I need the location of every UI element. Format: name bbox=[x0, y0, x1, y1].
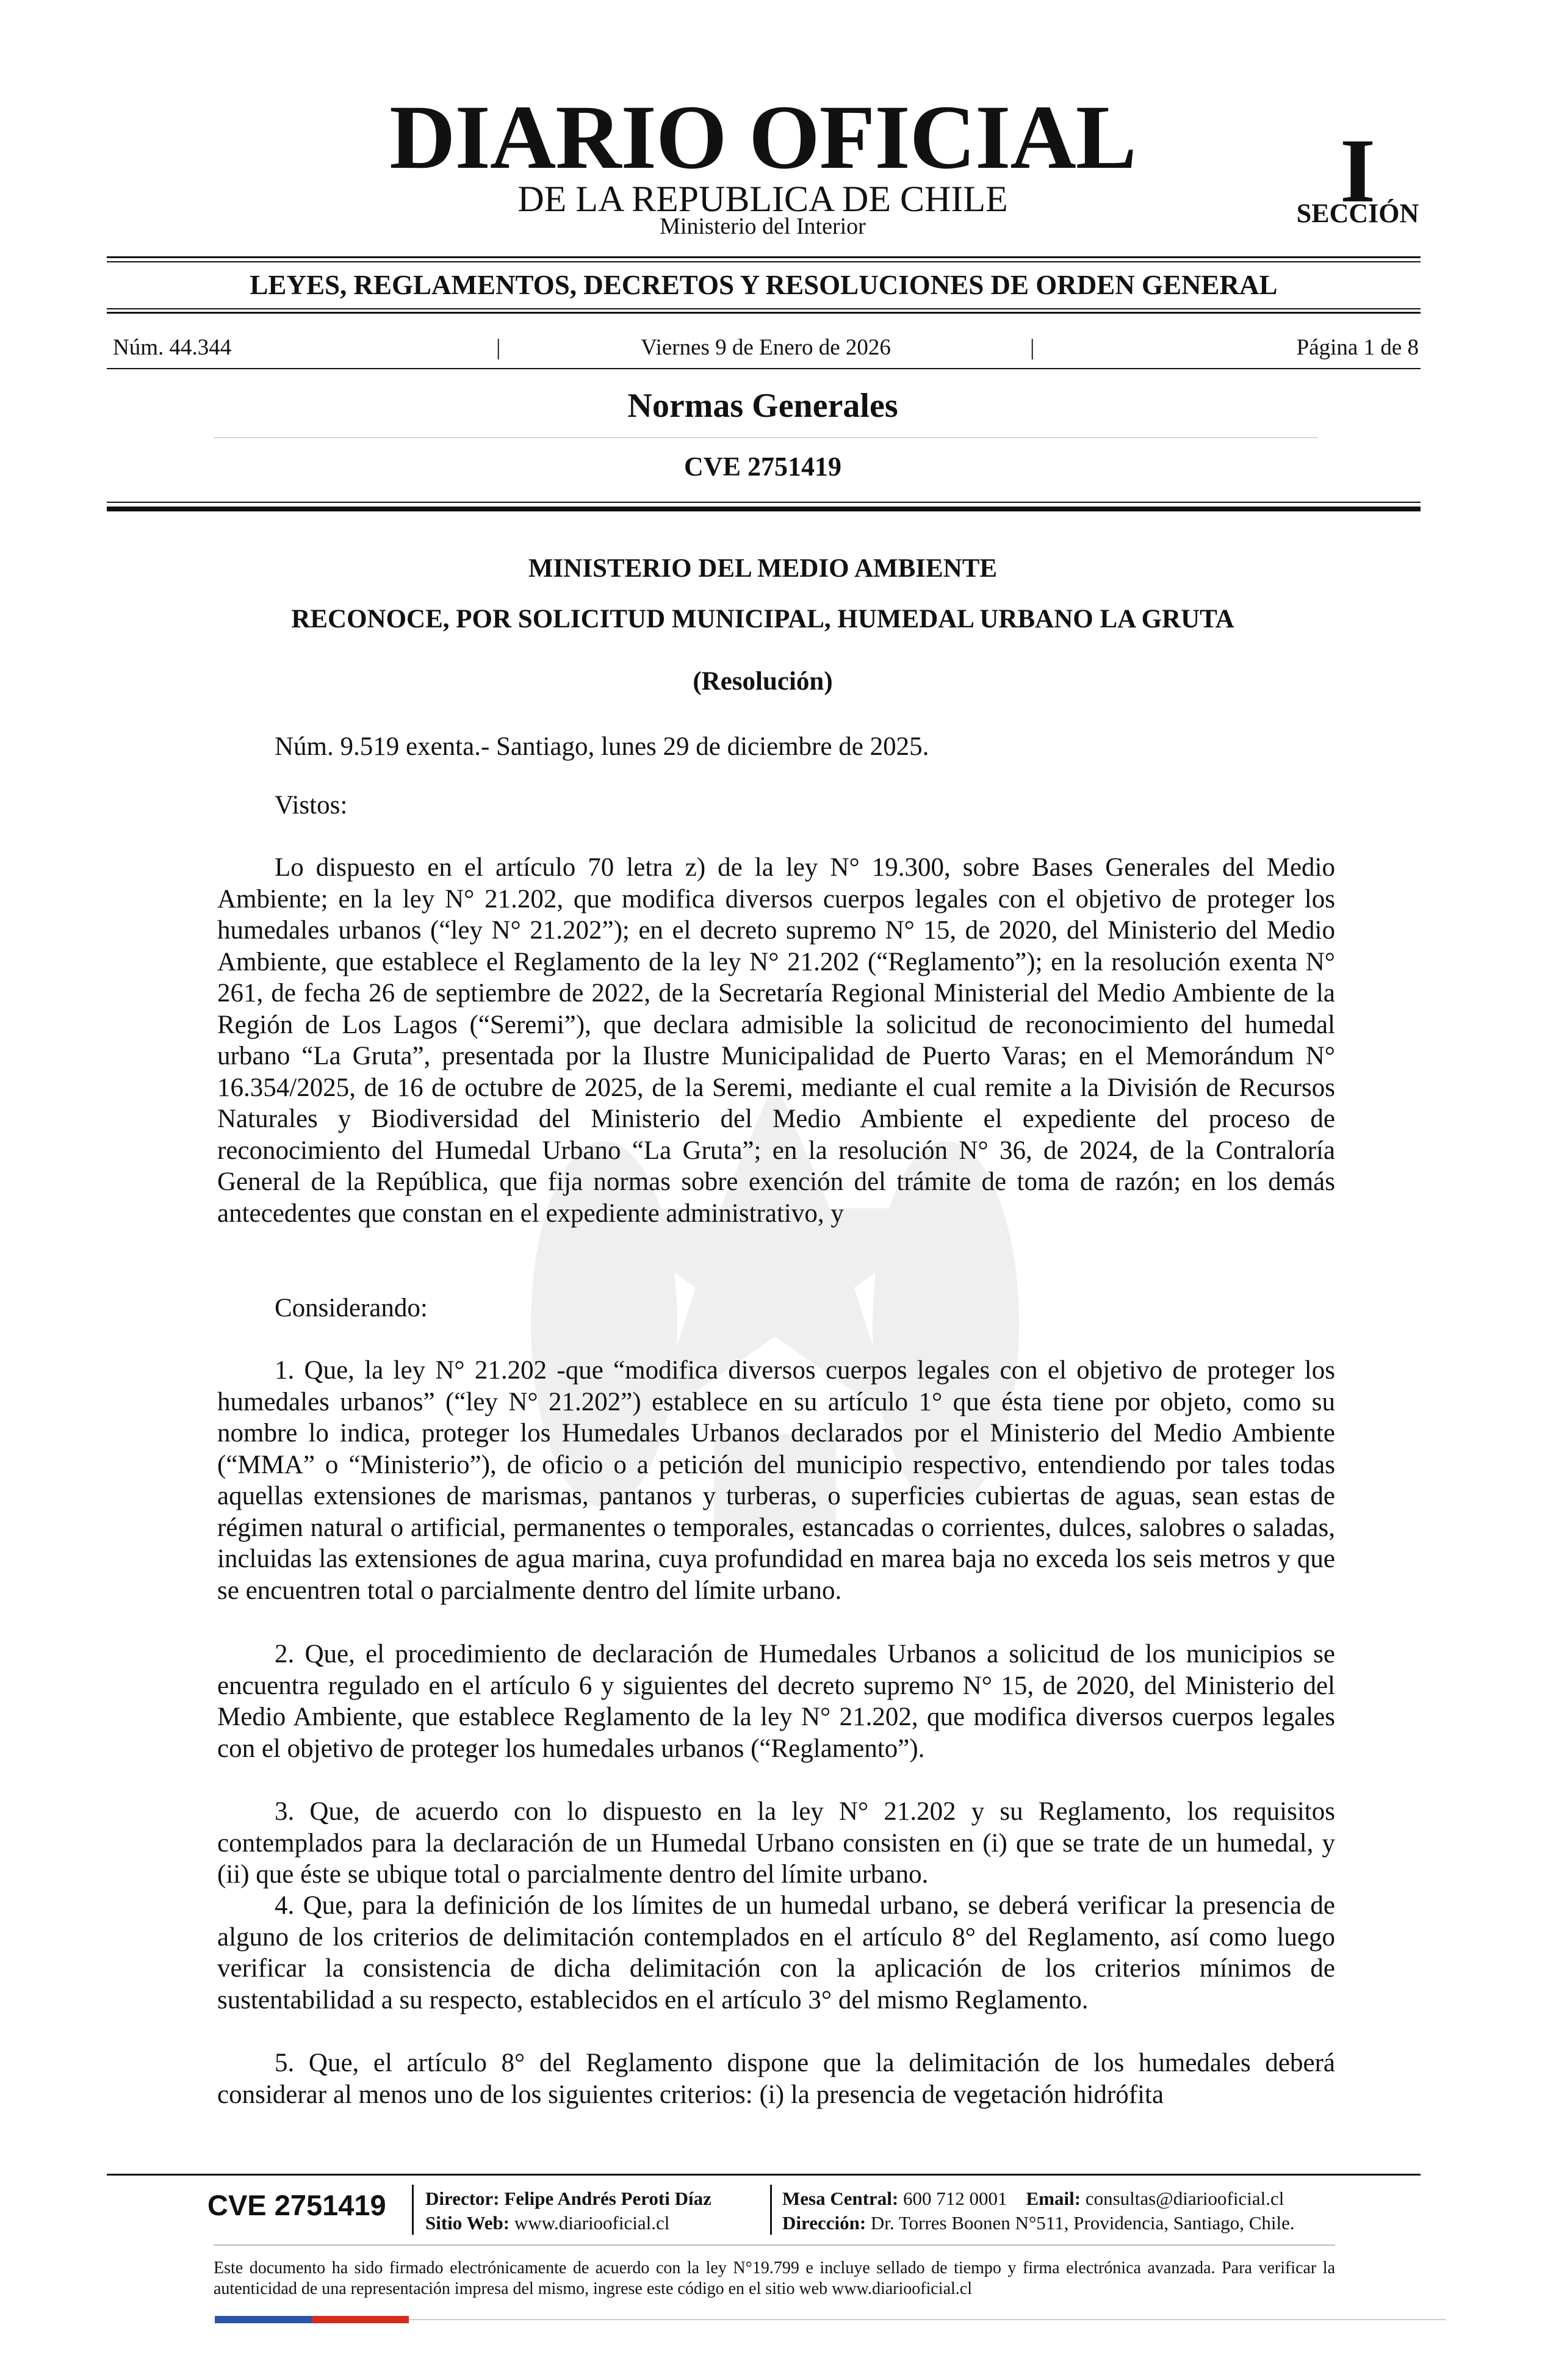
issue-separator: | bbox=[1030, 335, 1035, 360]
footer-separator bbox=[770, 2185, 772, 2235]
considerando-3: 3. Que, de acuerdo con lo dispuesto en la ley N° 21.202 y su Reglamento, los requisitos contemplados para la declaración de un Humedal Urbano consisten en (i) que se trate de un humedal, y (ii) que éste se ubique total o parcialmente dentro del límite urbano. bbox=[217, 1797, 1335, 1889]
section-title: Normas Generales bbox=[627, 387, 898, 425]
considerando-4: 4. Que, para la definición de los límites de un humedal urbano, se deberá verificar la presencia de alguno de los criterios de delimitación contemplados en el artículo 8° del Reglamento, así como luego verificar la consistencia de dicha delimitación con la aplicación de los criterios mínimos de sustentabilidad a su respecto, establecidos en el artículo 3° del mismo Reglamento. bbox=[217, 1891, 1335, 2014]
issue-number: Núm. 44.344 bbox=[113, 335, 232, 360]
cve-rule-thick bbox=[107, 507, 1421, 511]
considerando-1: 1. Que, la ley N° 21.202 -que “modifica diversos cuerpos legales con el objetivo de proteger los humedales urbanos” (“ley N° 21.202”) establece en su artículo 1° que ésta tiene por objeto, como su nombre lo indica, proteger los Humedales Urbanos declarados por el Ministerio del Medio Ambiente (“MMA” o “Ministerio”), de oficio o a petición del municipio respectivo, entendiendo por tales todas aquellas extensiones de marismas, pantanos y turberas, o superficies cubiertas de aguas, sean estas de régimen natural o artificial, permanentes o temporales, estancadas o corrientes, dulces, salobres o saladas, incluidas las extensiones de agua marina, cuya profundidad en marea baja no exceda los seis metros y que se encuentren total o parcialmente dentro del límite urbano. bbox=[217, 1356, 1335, 1605]
document-title: RECONOCE, POR SOLICITUD MUNICIPAL, HUMEDAL URBANO LA GRUTA bbox=[291, 605, 1234, 633]
footer-legal-text: Este documento ha sido firmado electrónicamente de acuerdo con la ley N°19.799 e incluye sellado de tiempo y firma electrónica avanzada. Para verificar la autenticidad de una representación impresa del mismo, ingrese este código en el sitio web www.diariooficial.cl bbox=[214, 2259, 1335, 2298]
page-indicator: Página 1 de 8 bbox=[1296, 335, 1419, 360]
website-link[interactable]: www.diariooficial.cl bbox=[514, 2212, 670, 2234]
header-rule-top-thin bbox=[107, 261, 1421, 262]
considerando-2: 2. Que, el procedimiento de declaración de Humedales Urbanos a solicitud de los municipios se encuentra regulado en el artículo 6 y siguientes del decreto supremo N° 15, de 2020, del Ministerio del Medio Ambiente, que establece Reglamento de la ley N° 21.202, que modifica diversos cuerpos legales con el objetivo de proteger los humedales urbanos (“Reglamento”). bbox=[217, 1640, 1335, 1763]
issue-separator: | bbox=[496, 335, 501, 360]
cve-rule-thin bbox=[107, 502, 1421, 503]
section-number: I bbox=[1339, 120, 1376, 222]
cve-code: CVE 2751419 bbox=[684, 452, 841, 481]
category-rule bbox=[107, 312, 1421, 314]
issue-info-row bbox=[113, 336, 1419, 360]
considerando-5: 5. Que, el artículo 8° del Reglamento dispone que la delimitación de los humedales deberá considerar al menos uno de los siguientes criterios: (i) la presencia de vegetación hidrófita bbox=[217, 2049, 1335, 2109]
email-link[interactable]: consultas@diariooficial.cl bbox=[1085, 2188, 1284, 2209]
vistos-paragraph: Lo dispuesto en el artículo 70 letra z) de la ley N° 19.300, sobre Bases Generales del Medio Ambiente; en la ley N° 21.202, que modifica diversos cuerpos legales con el objetivo de proteger los humedales urbanos (“ley N° 21.202”); en el decreto supremo N° 15, de 2020, del Ministerio del Medio Ambiente, que establece el Reglamento de la ley N° 21.202 (“Reglamento”); en la resolución exenta N° 261, de fecha 26 de septiembre de 2022, de la Secretaría Regional Ministerial del Medio Ambiente de la Región de Los Lagos (“Seremi”), que declara admisible la solicitud de reconocimiento del humedal urbano “La Gruta”, presentada por la Ilustre Municipalidad de Puerto Varas; en el Memorándum N° 16.354/2025, de 16 de octubre de 2025, de la Seremi, mediante el cual remite a la División de Recursos Naturales y Biodiversidad del Ministerio del Medio Ambiente el expediente del proceso de reconocimiento del Humedal Urbano “La Gruta”; en la resolución N° 36, de 2024, de la Contraloría General de la República, que fija normas sobre exención del trámite de toma de razón; en los demás antecedentes que constan en el expediente administrativo, y bbox=[217, 853, 1335, 1228]
vistos-heading: Vistos: bbox=[275, 791, 348, 820]
footer-director: Director: Felipe Andrés Peroti Díaz bbox=[425, 2188, 711, 2209]
footer-contact: Mesa Central: 600 712 0001 Email: consultas@diariooficial.cl bbox=[782, 2188, 1284, 2209]
footer-divider bbox=[214, 2245, 1335, 2246]
flag-red-segment bbox=[312, 2316, 409, 2323]
issue-date: Viernes 9 de Enero de 2026 bbox=[641, 335, 891, 360]
newspaper-subtitle: DE LA REPUBLICA DE CHILE bbox=[517, 179, 1008, 219]
footer-cve-code: CVE 2751419 bbox=[207, 2189, 386, 2221]
footer-address: Dirección: Dr. Torres Boonen N°511, Providencia, Santiago, Chile. bbox=[782, 2212, 1295, 2234]
footer-website: Sitio Web: www.diariooficial.cl bbox=[425, 2212, 670, 2234]
resolution-number-line: Núm. 9.519 exenta.- Santiago, lunes 29 de diciembre de 2025. bbox=[275, 732, 929, 761]
newspaper-ministry: Ministerio del Interior bbox=[660, 214, 866, 239]
header-rule-top bbox=[107, 256, 1421, 258]
considerando-heading: Considerando: bbox=[275, 1294, 428, 1322]
footer-separator bbox=[412, 2185, 414, 2235]
flag-rule bbox=[409, 2319, 1446, 2320]
newspaper-title: DIARIO OFICIAL bbox=[389, 87, 1136, 188]
info-rule bbox=[107, 368, 1421, 369]
section-label: SECCIÓN bbox=[1296, 198, 1419, 228]
chile-flag-stripe bbox=[215, 2316, 409, 2323]
flag-blue-segment bbox=[215, 2316, 312, 2323]
document-ministry: MINISTERIO DEL MEDIO AMBIENTE bbox=[528, 554, 998, 583]
footer-rule bbox=[107, 2174, 1421, 2176]
document-type: (Resolución) bbox=[693, 667, 833, 696]
category-rule-thin bbox=[107, 308, 1421, 309]
section-divider bbox=[214, 437, 1318, 438]
publication-category: LEYES, REGLAMENTOS, DECRETOS Y RESOLUCIONES DE ORDEN GENERAL bbox=[250, 270, 1278, 300]
